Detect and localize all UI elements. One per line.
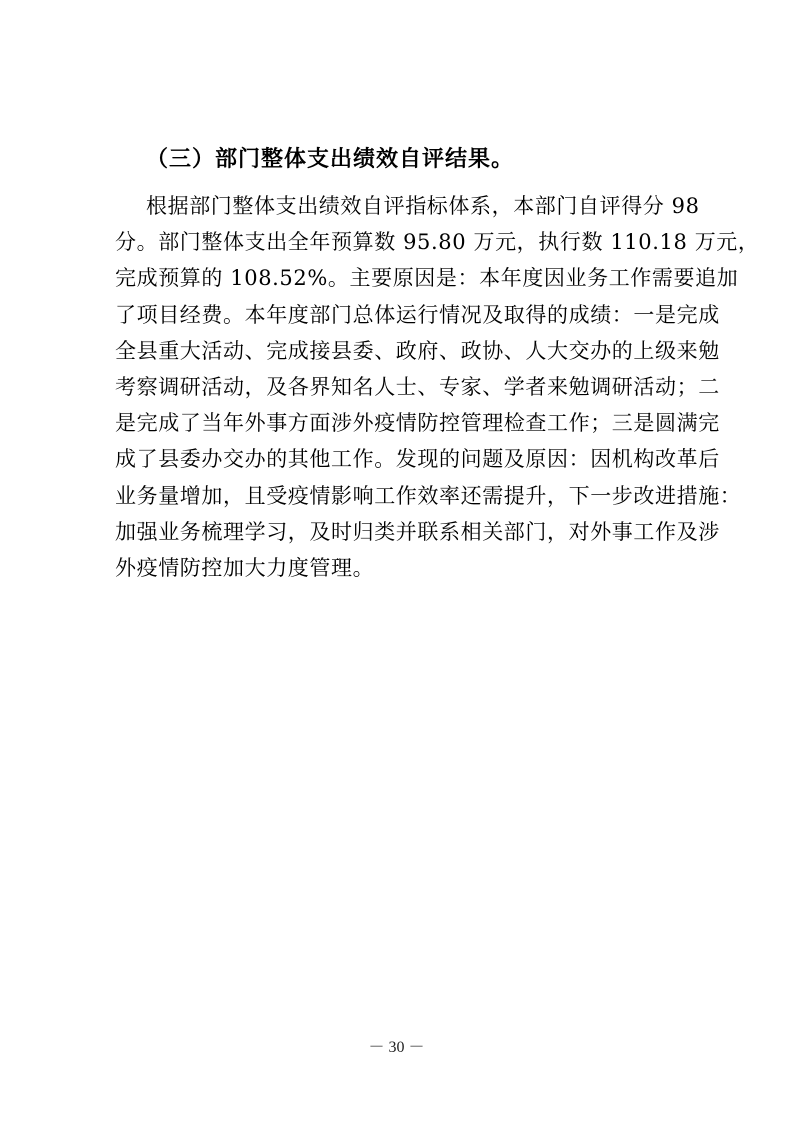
paragraph-line: 完成预算的 108.52%。主要原因是：本年度因业务工作需要追加 [115,266,739,291]
paragraph-line: 是完成了当年外事方面涉外疫情防控管理检查工作；三是圆满完 [115,411,720,436]
paragraph-line: 外疫情防控加大力度管理。 [115,555,375,580]
paragraph-line: 考察调研活动，及各界知名人士、专家、学者来勉调研活动；二 [115,374,720,399]
paragraph-line: 业务量增加，且受疫情影响工作效率还需提升，下一步改进措施： [115,483,742,508]
paragraph-line: 全县重大活动、完成接县委、政府、政协、人大交办的上级来勉 [115,338,720,363]
paragraph-line: 成了县委办交办的其他工作。发现的问题及原因：因机构改革后 [115,447,720,472]
paragraph-line: 根据部门整体支出绩效自评指标体系，本部门自评得分 98 [146,194,700,218]
paragraph-line: 分。部门整体支出全年预算数 95.80 万元，执行数 110.18 万元， [115,230,760,255]
section-heading: （三）部门整体支出绩效自评结果。 [146,147,515,172]
body-paragraph [115,188,760,586]
page-number: － 30 － [368,1039,425,1056]
paragraph-line: 了项目经费。本年度部门总体运行情况及取得的成绩：一是完成 [115,302,720,327]
paragraph-line: 加强业务梳理学习，及时归类并联系相关部门，对外事工作及涉 [115,519,720,544]
